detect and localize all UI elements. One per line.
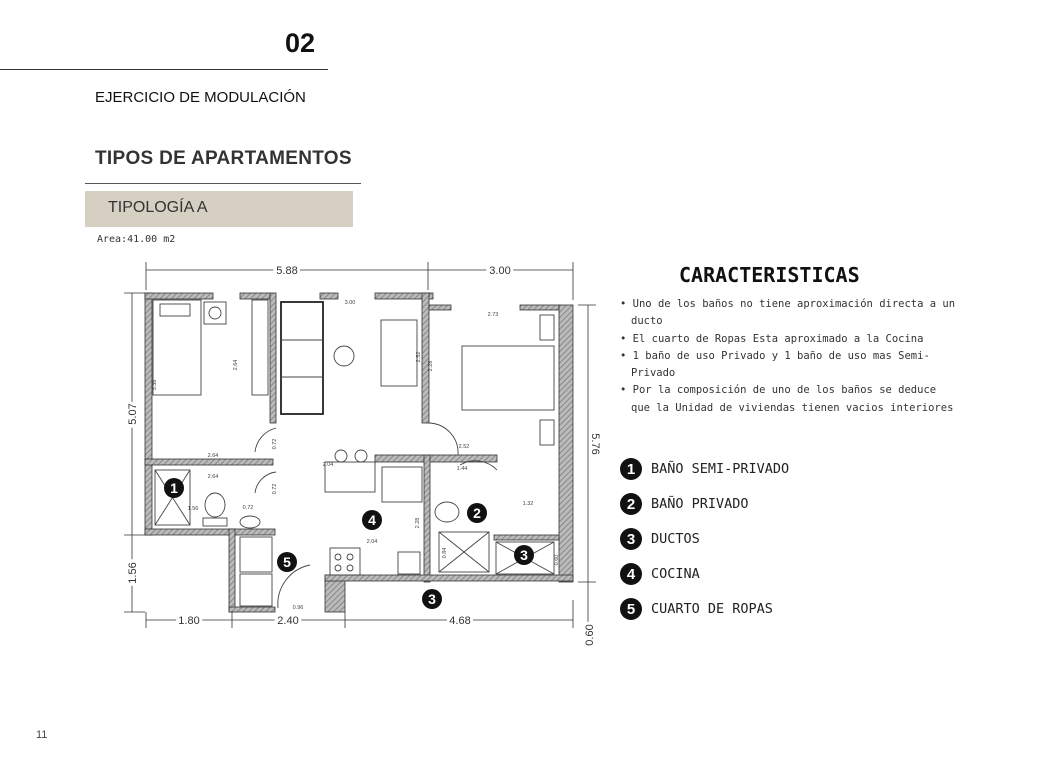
inner-dim: 3.36 bbox=[152, 379, 158, 391]
number-badge-icon: 1 bbox=[620, 458, 642, 480]
subtitle: EJERCICIO DE MODULACIÓN bbox=[95, 89, 306, 106]
marker-3: 3 bbox=[428, 591, 436, 607]
legend-label: BAÑO SEMI-PRIVADO bbox=[651, 461, 790, 477]
dim-left-1: 5.07 bbox=[127, 403, 139, 425]
legend-item bbox=[620, 493, 749, 515]
inner-dim: 0.72 bbox=[272, 438, 278, 450]
list-item: • El cuarto de Ropas Esta aproximado a la Cocina bbox=[620, 331, 960, 348]
dim-top-1: 5.88 bbox=[276, 265, 298, 277]
legend-label: DUCTOS bbox=[651, 531, 700, 547]
typology-label: TIPOLOGÍA A bbox=[108, 199, 208, 216]
inner-dim: 0.96 bbox=[292, 605, 304, 611]
dim-right-2: 0.60 bbox=[584, 624, 596, 646]
inner-dim: 2.73 bbox=[487, 312, 499, 318]
inner-dim: 3.00 bbox=[344, 300, 356, 306]
characteristics-title: CARACTERISTICAS bbox=[679, 263, 860, 287]
number-badge-icon: 5 bbox=[620, 598, 642, 620]
inner-dim: 2.04 bbox=[322, 462, 334, 468]
inner-dim: 0.60 bbox=[554, 554, 560, 566]
list-item: • Por la composición de uno de los baños se deduce que la Unidad de viviendas tienen vacios interiores bbox=[620, 382, 960, 417]
legend-item bbox=[620, 528, 700, 550]
list-item: • 1 baño de uso Privado y 1 baño de uso mas Semi-Privado bbox=[620, 348, 960, 383]
marker-3: 3 bbox=[520, 547, 528, 563]
inner-dim: 2.52 bbox=[458, 444, 470, 450]
marker-5: 5 bbox=[283, 554, 291, 570]
inner-dim: 1.44 bbox=[456, 466, 468, 472]
inner-dim: 2.64 bbox=[207, 453, 219, 459]
dim-bottom-1: 1.80 bbox=[178, 615, 200, 627]
dim-bottom-2: 2.40 bbox=[277, 615, 299, 627]
number-badge-icon: 3 bbox=[620, 528, 642, 550]
marker-1: 1 bbox=[170, 480, 178, 496]
inner-dim: 0.84 bbox=[442, 547, 448, 559]
room-markers bbox=[164, 478, 534, 609]
legend-item bbox=[620, 563, 700, 585]
legend-item bbox=[620, 458, 789, 480]
marker-2: 2 bbox=[473, 505, 481, 521]
characteristics-list bbox=[620, 296, 960, 417]
legend-item bbox=[620, 598, 773, 620]
inner-dim: 2.04 bbox=[366, 539, 378, 545]
page-heading: TIPOS DE APARTAMENTOS bbox=[95, 148, 352, 169]
dim-right-1: 5.76 bbox=[589, 433, 601, 455]
page-number: 11 bbox=[36, 729, 48, 741]
inner-dim: 2.28 bbox=[415, 517, 421, 529]
dimension-lines bbox=[124, 262, 596, 640]
number-badge-icon: 4 bbox=[620, 563, 642, 585]
dim-bottom-3: 4.68 bbox=[449, 615, 471, 627]
legend-label: BAÑO PRIVADO bbox=[651, 496, 749, 512]
area-label: Area:41.00 m2 bbox=[97, 234, 176, 245]
dim-top-2: 3.00 bbox=[489, 265, 511, 277]
dimension-labels bbox=[127, 265, 601, 646]
inner-dim: 2.64 bbox=[233, 359, 239, 371]
list-item: • Uno de los baños no tiene aproximación directa a un ducto bbox=[620, 296, 960, 331]
marker-4: 4 bbox=[368, 512, 376, 528]
inner-dim: 1.32 bbox=[522, 501, 534, 507]
section-number: 02 bbox=[285, 28, 316, 58]
legend-label: CUARTO DE ROPAS bbox=[651, 601, 773, 617]
inner-dimension-labels bbox=[152, 300, 560, 611]
inner-dim: 1.56 bbox=[187, 506, 199, 512]
number-badge-icon: 2 bbox=[620, 493, 642, 515]
inner-dim: 2.64 bbox=[207, 474, 219, 480]
inner-dim: 0.72 bbox=[242, 505, 254, 511]
inner-dim: 2.28 bbox=[428, 360, 434, 372]
inner-dim: 0.72 bbox=[272, 483, 278, 495]
inner-dim: 2.52 bbox=[416, 351, 422, 363]
dim-left-2: 1.56 bbox=[127, 562, 139, 584]
legend-label: COCINA bbox=[651, 566, 700, 582]
